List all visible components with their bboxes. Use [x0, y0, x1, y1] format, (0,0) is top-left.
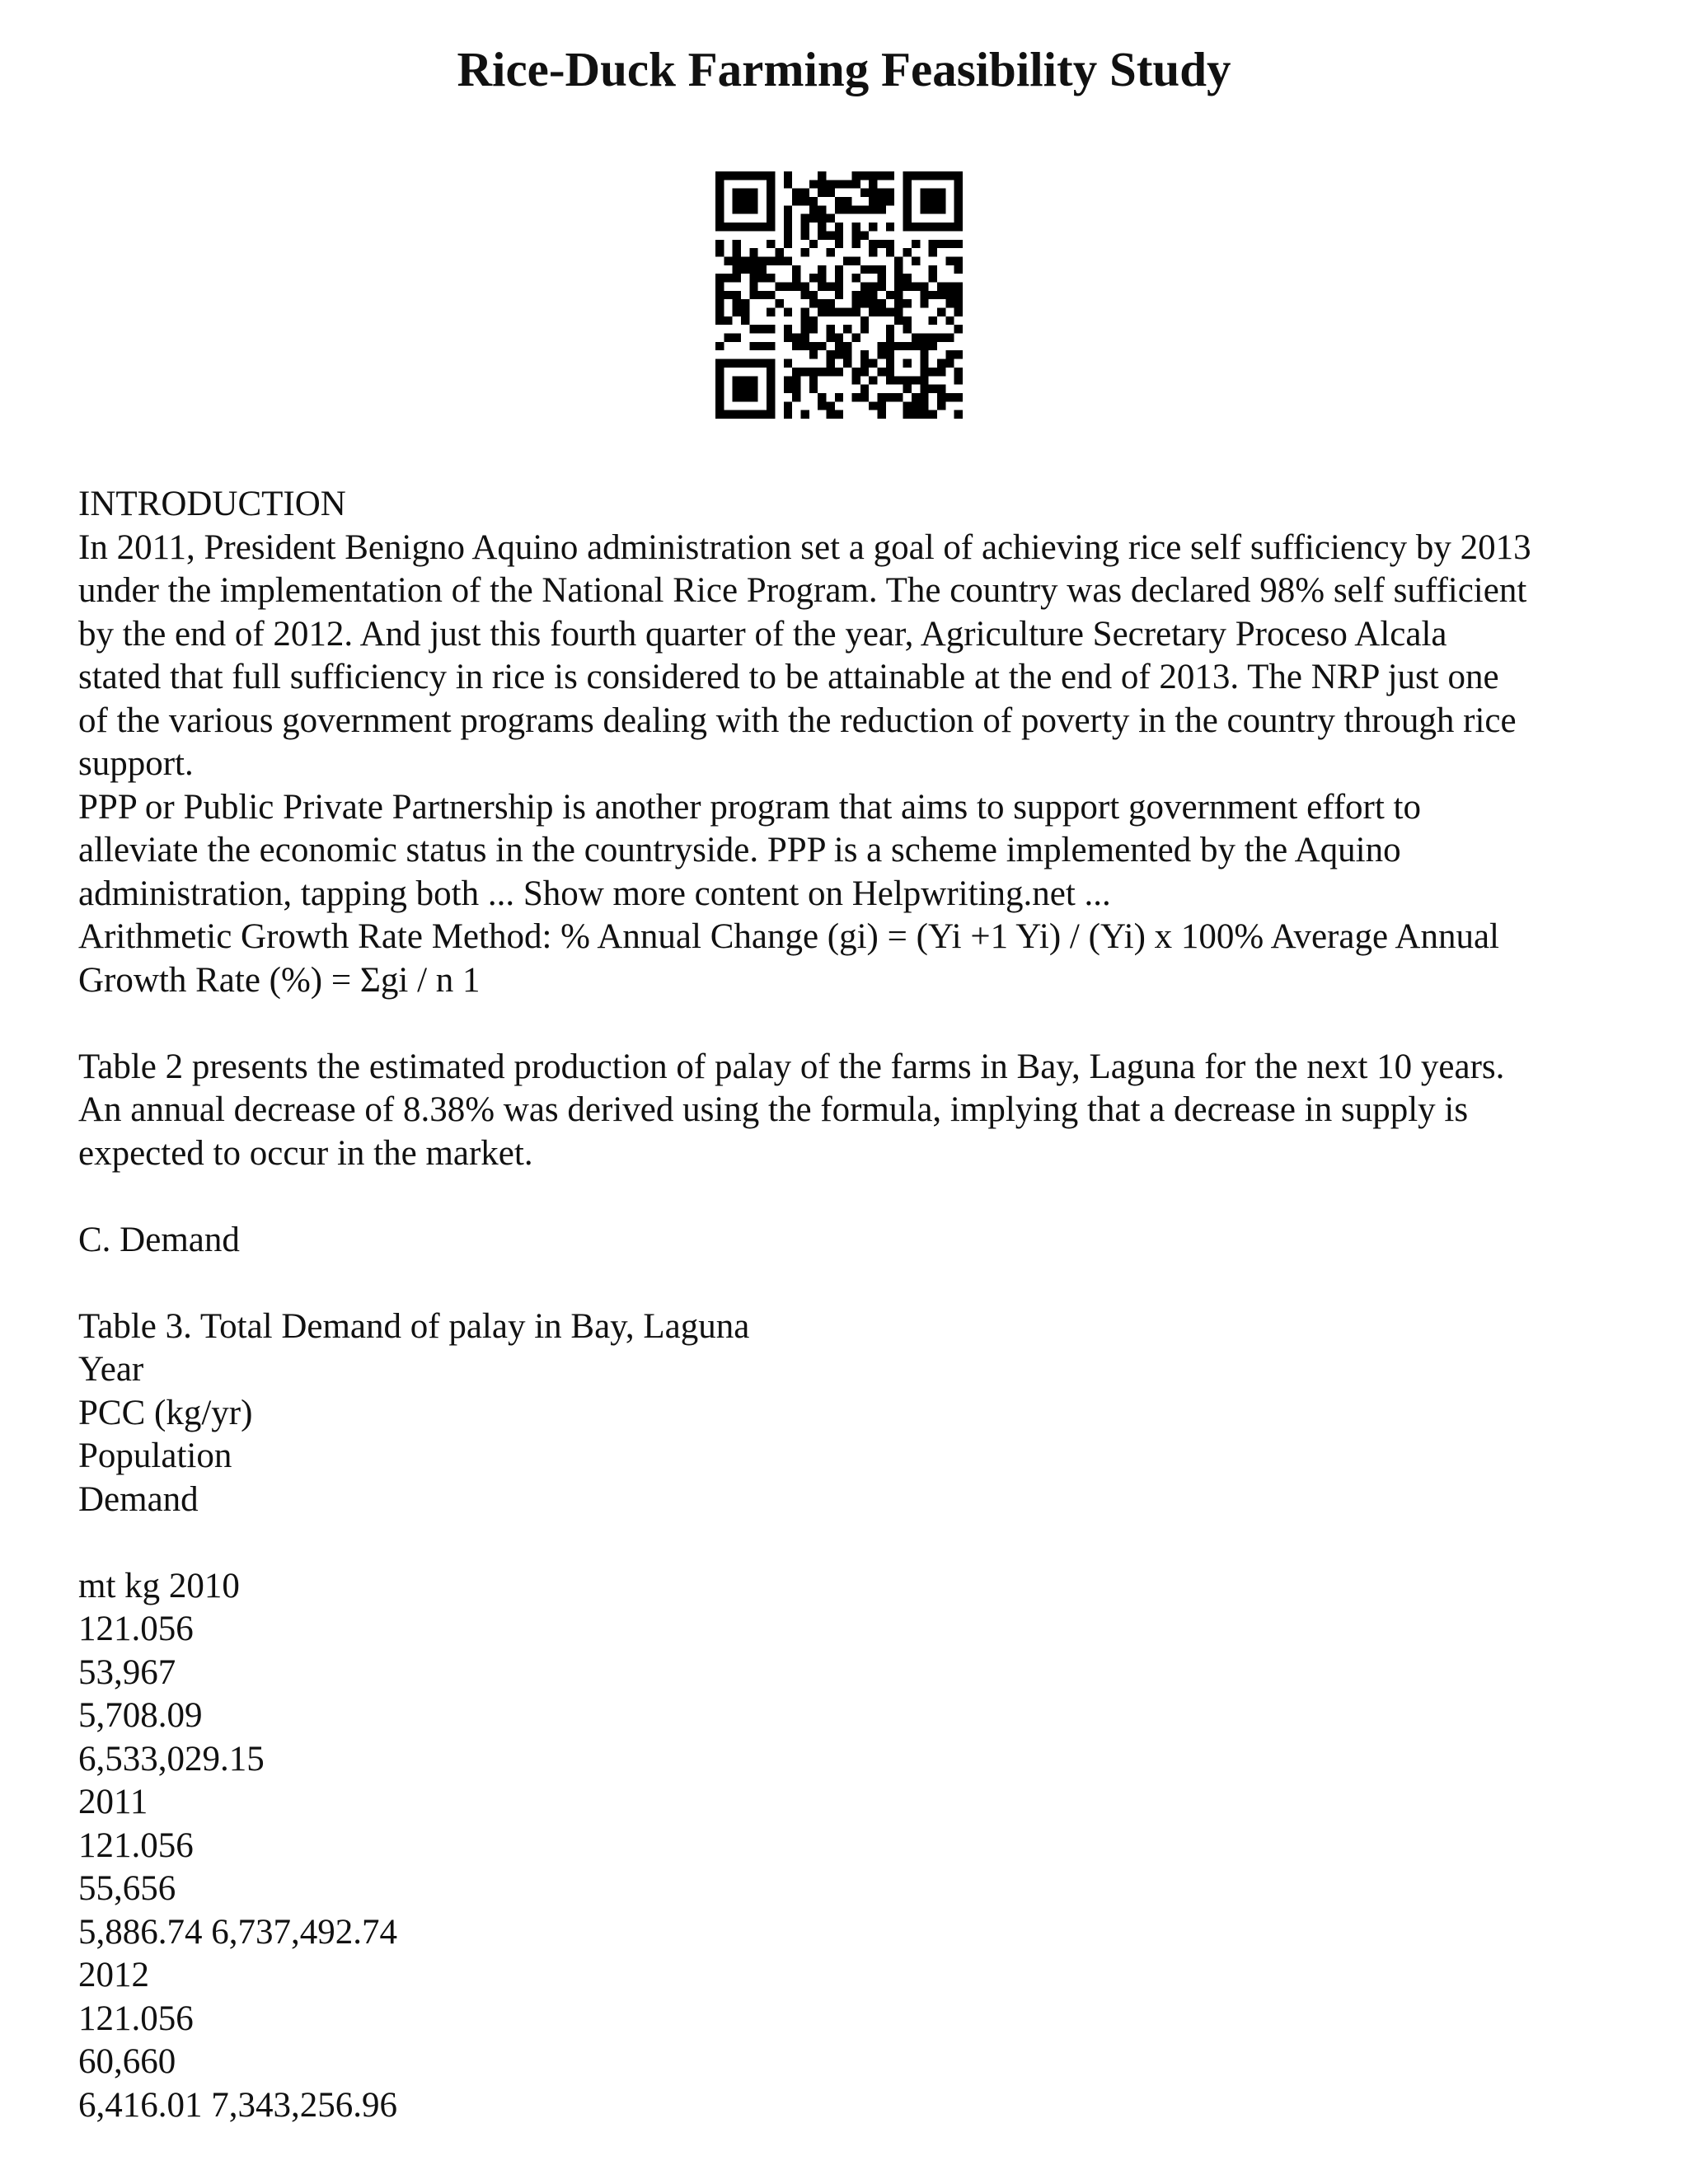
text-line: 55,656: [78, 1869, 176, 1908]
text-line: stated that full sufficiency in rice is considered to be attainable at the end of 2013. The NRP just one: [78, 658, 1499, 696]
text-line: Table 2 presents the estimated production of palay of the farms in Bay, Laguna for the next 10 years.: [78, 1047, 1505, 1086]
text-line: Year: [78, 1350, 144, 1389]
text-line: PCC (kg/yr): [78, 1393, 253, 1432]
document-body: [78, 483, 1628, 2127]
text-line: INTRODUCTION: [78, 485, 346, 523]
text-line: 2012: [78, 1956, 149, 1994]
text-line: mt kg 2010: [78, 1566, 240, 1605]
text-line: administration, tapping both ... Show more content on Helpwriting.net ...: [78, 874, 1111, 913]
text-line: 6,416.01 7,343,256.96: [78, 2085, 397, 2125]
document-title: Rice-Duck Farming Feasibility Study: [457, 42, 1231, 96]
text-line: Table 3. Total Demand of palay in Bay, Laguna: [78, 1306, 750, 1346]
text-line: of the various government programs dealing with the reduction of poverty in the country through rice: [78, 701, 1517, 740]
text-line: Arithmetic Growth Rate Method: % Annual Change (gi) = (Yi +1 Yi) / (Yi) x 100% Average Annual: [78, 917, 1499, 956]
text-line: alleviate the economic status in the countryside. PPP is a scheme implemented by the Aquino: [78, 831, 1401, 869]
text-line: 6,533,029.15: [78, 1739, 265, 1779]
text-line: 5,886.74 6,737,492.74: [78, 1912, 397, 1952]
text-line: 5,708.09: [78, 1696, 203, 1735]
text-line: 60,660: [78, 2042, 176, 2081]
text-line: 2011: [78, 1783, 148, 1821]
text-line: Demand: [78, 1479, 199, 1519]
text-line: C. Demand: [78, 1220, 240, 1259]
qr-code-icon: [715, 171, 963, 419]
text-line: Population: [78, 1436, 232, 1475]
text-line: In 2011, President Benigno Aquino administration set a goal of achieving rice self sufficiency by 2013: [78, 527, 1531, 567]
blank-line: [78, 1175, 1628, 1219]
text-line: under the implementation of the National Rice Program. The country was declared 98% self sufficient: [78, 571, 1527, 610]
text-line: expected to occur in the market.: [78, 1133, 533, 1173]
text-line: PPP or Public Private Partnership is another program that aims to support government effort to: [78, 787, 1421, 827]
text-line: Growth Rate (%) = Σgi / n 1: [78, 960, 481, 1000]
text-line: 121.056: [78, 1610, 194, 1648]
blank-line: [78, 1262, 1628, 1305]
text-line: 121.056: [78, 1825, 194, 1865]
text-line: by the end of 2012. And just this fourth quarter of the year, Agriculture Secretary Proceso Alcala: [78, 614, 1447, 654]
blank-line: [78, 1002, 1628, 1046]
blank-line: [78, 1521, 1628, 1565]
text-line: 121.056: [78, 1999, 194, 2038]
text-line: support.: [78, 744, 194, 783]
text-line: 53,967: [78, 1652, 176, 1692]
text-line: An annual decrease of 8.38% was derived using the formula, implying that a decrease in supply is: [78, 1090, 1469, 1129]
